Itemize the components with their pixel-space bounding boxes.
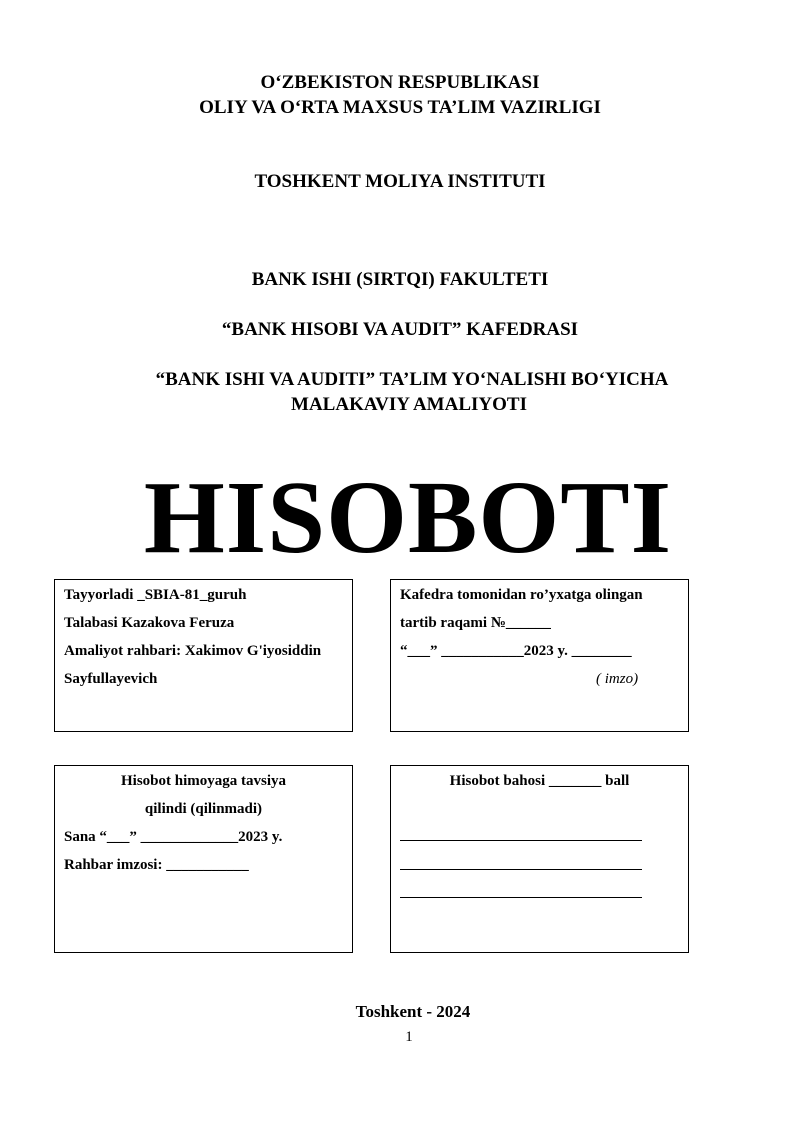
prepared-group: Tayyorladi _SBIA-81_guruh [64,587,247,603]
prepared-student: Talabasi Kazakova Feruza [64,615,235,631]
prepared-supervisor-patronymic: Sayfullayevich [64,671,158,687]
header-direction-line2: MALAKAVIY AMALIYOTI [291,394,527,415]
defense-status: qilindi (qilinmadi) [144,801,263,817]
box-defense [54,765,353,953]
prepared-supervisor: Amaliyot rahbari: Xakimov G'iyosiddin [64,643,322,659]
header-direction-line1: “BANK ISHI VA AUDITI” TA’LIM YO‘NALISHI BO‘YICHA [155,369,669,390]
box-grade [390,765,689,953]
header-line-ministry: OLIY VA O‘RTA MAXSUS TA’LIM VAZIRLIGI [199,97,601,118]
grade-blank-line-3 [400,897,642,898]
registered-signature-label: ( imzo) [596,671,639,687]
defense-recommendation: Hisobot himoyaga tavsiya [120,773,286,789]
header-line-republic: O‘ZBEKISTON RESPUBLIKASI [260,72,540,93]
box-registered [390,579,689,732]
header-department: “BANK HISOBI VA AUDIT” KAFEDRASI [221,319,579,340]
grade-blank-line-2 [400,869,642,870]
page-number: 1 [405,1029,413,1045]
registered-date: “___” ___________2023 y. ________ [400,643,632,659]
header-faculty: BANK ISHI (SIRTQI) FAKULTETI [251,269,549,290]
box-prepared [54,579,353,732]
footer-place-year: Toshkent - 2024 [355,1002,471,1021]
grade-blank-line-1 [400,840,642,841]
grade-label: Hisobot bahosi _______ ball [449,773,630,789]
defense-supervisor-signature: Rahbar imzosi: ___________ [64,857,249,873]
registered-caption: Kafedra tomonidan ro’yxatga olingan [400,587,643,603]
defense-date: Sana “___” _____________2023 y. [64,829,283,845]
header-institute: TOSHKENT MOLIYA INSTITUTI [254,171,546,192]
registered-number: tartib raqami №______ [400,615,551,631]
document-title: HISOBOTI [143,460,673,575]
